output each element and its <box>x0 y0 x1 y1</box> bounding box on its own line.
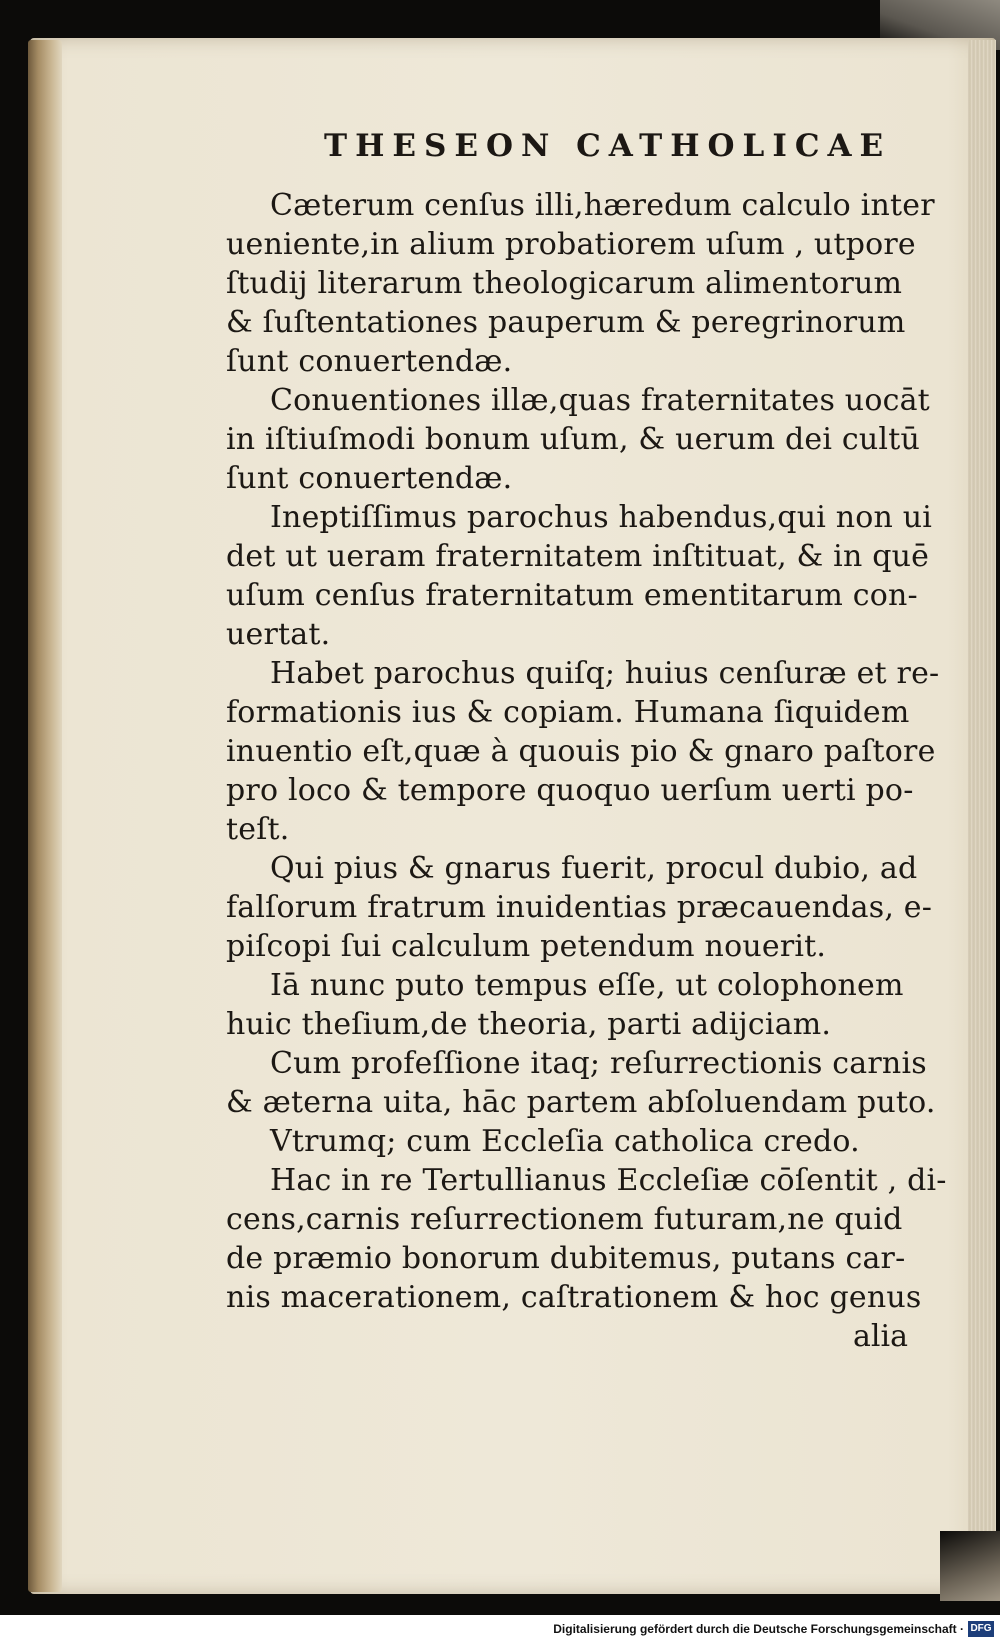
text-line: huic theſium,de theoria, parti adijciam. <box>226 1007 832 1042</box>
paragraph <box>226 381 966 498</box>
text-line: ſunt conuertendæ. <box>226 344 513 379</box>
funding-credit: Digitalisierung gefördert durch die Deutsche Forschungsgemeinschaft · <box>553 1622 964 1636</box>
dfg-logo-icon: DFG <box>968 1621 994 1637</box>
paragraph <box>226 1122 966 1161</box>
paragraph <box>226 1161 966 1317</box>
footer-bar <box>0 1615 1000 1641</box>
text-line: Hac in re Tertullianus Eccleſiæ cōſentit , di- <box>270 1163 947 1198</box>
text-line: falſorum fratrum inuidentias præcauendas, e- <box>226 890 933 925</box>
printed-text-block <box>226 124 966 1356</box>
text-line: cens,carnis reſurrectionem futuram,ne quid <box>226 1202 903 1237</box>
text-line: inuentio eſt,quæ à quouis pio & gnaro paſtore <box>226 734 936 769</box>
text-line: piſcopi ſui calculum petendum nouerit. <box>226 929 827 964</box>
text-line: det ut ueram fraternitatem inſtituat, & in quē <box>226 539 930 574</box>
text-line: Conuentiones illæ,quas fraternitates uocāt <box>270 383 930 418</box>
paragraph <box>226 966 966 1044</box>
text-line: Iā nunc puto tempus eſſe, ut colophonem <box>270 968 904 1003</box>
paragraph <box>226 849 966 966</box>
text-line: Cæterum cenſus illi,hæredum calculo inter <box>270 188 935 223</box>
text-line: & æterna uita, hāc partem abſoluendam puto. <box>226 1085 936 1120</box>
text-line: uertat. <box>226 617 331 652</box>
text-line: Habet parochus quiſq; huius cenſuræ et re- <box>270 656 940 691</box>
text-line: in iſtiuſmodi bonum uſum, & uerum dei cultū <box>226 422 920 457</box>
text-line: pro loco & tempore quoquo uerſum uerti po- <box>226 773 914 808</box>
paragraph <box>226 498 966 654</box>
text-line: formationis ius & copiam. Humana ſiquidem <box>226 695 910 730</box>
running-head: THESEON CATHOLICAE <box>324 128 892 164</box>
text-line: ueniente,in alium probatiorem uſum , utpore <box>226 227 916 262</box>
text-line: Ineptiſſimus parochus habendus,qui non ui <box>270 500 933 535</box>
text-line: Cum profeſſione itaq; reſurrectionis carnis <box>270 1046 927 1081</box>
text-line: Vtrumq; cum Eccleſia catholica credo. <box>270 1124 860 1159</box>
book-corner-bottom <box>940 1531 1000 1601</box>
text-line: uſum cenſus fraternitatum ementitarum con- <box>226 578 918 613</box>
page-stack-edge <box>968 40 996 1592</box>
text-line: Qui pius & gnarus fuerit, procul dubio, ad <box>270 851 918 886</box>
paragraph <box>226 654 966 849</box>
text-line: ſunt conuertendæ. <box>226 461 513 496</box>
text-line: teſt. <box>226 812 290 847</box>
paragraph <box>226 186 966 381</box>
text-line: & ſuſtentationes pauperum & peregrinorum <box>226 305 906 340</box>
catchword: alia <box>853 1319 908 1354</box>
text-line: nis macerationem, caſtrationem & hoc genus <box>226 1280 922 1315</box>
book-binding-edge <box>28 40 62 1592</box>
text-line: de præmio bonorum dubitemus, putans car- <box>226 1241 906 1276</box>
paragraph <box>226 1044 966 1122</box>
text-line: ſtudij literarum theologicarum alimentorum <box>226 266 903 301</box>
